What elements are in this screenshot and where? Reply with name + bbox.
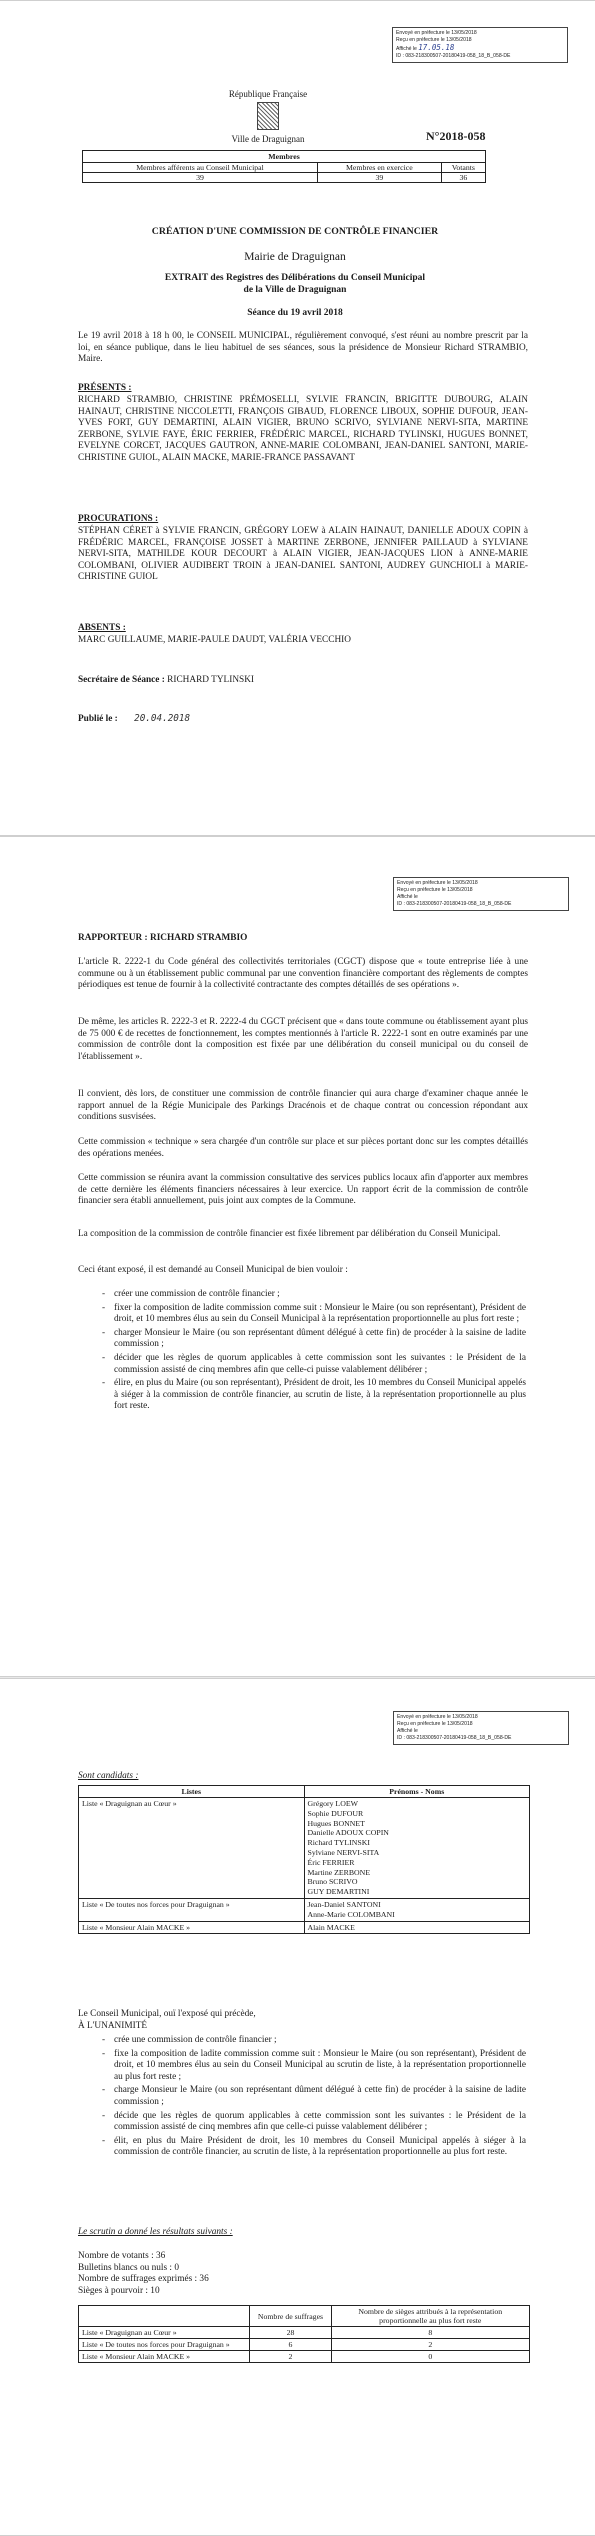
table-cell: 6	[250, 2339, 331, 2351]
table-cell: 8	[331, 2327, 529, 2339]
member-name: Éric FERRIER	[307, 1857, 355, 1867]
secretary-name: RICHARD TYLINSKI	[167, 675, 255, 685]
paragraph: L'article R. 2222-1 du Code général des collectivités territoriales (CGCT) dispose que « toute entreprise liée à une commune ou à un établissement public communal par une convention financière comportant des règlements de comptes périodiques est tenue de fournir à la collectivité contractante des comptes détaillés de ses opérations ».	[78, 957, 528, 991]
stamp-id: ID : 083-218300507-20180419-058_18_B_058-DE	[397, 901, 512, 908]
member-name: Sophie DUFOUR	[307, 1808, 364, 1818]
table-row	[79, 2327, 530, 2339]
list-item: - élit, en plus du Maire Président de droit, les 10 membres du Conseil Municipal appelés à siéger à la commission de contrôle financier, au scrutin de liste, à la représentation proportionnelle au plus fort reste.	[96, 2136, 526, 2159]
result-line: Bulletins blancs ou nuls : 0	[78, 2262, 179, 2273]
member-name: Anne-Marie COLOMBANI	[307, 1909, 395, 1919]
table-cell: 0	[331, 2351, 529, 2363]
result-line: Nombre de suffrages exprimés : 36	[78, 2274, 209, 2285]
rapporteur: RAPPORTEUR : RICHARD STRAMBIO	[78, 933, 248, 943]
candidates-table	[78, 1785, 530, 1934]
stamp-id: ID : 083-218300507-20180419-058_18_B_058-DE	[397, 1735, 512, 1742]
table-cell: Liste « Monsieur Alain MACKE »	[79, 2351, 250, 2363]
extract-line-1: EXTRAIT des Registres des Délibérations du Conseil Municipal	[164, 273, 426, 283]
list-item: - créer une commission de contrôle financier ;	[96, 1289, 526, 1301]
members-value: 39	[83, 173, 318, 183]
secretary-label: Secrétaire de Séance :	[78, 675, 165, 685]
member-name: Alain MACKE	[304, 1921, 530, 1933]
table-row	[79, 2339, 530, 2351]
table-cell: 28	[250, 2327, 331, 2339]
votes-table	[78, 2305, 530, 2363]
stamp-label: Affiché le	[396, 46, 417, 53]
list-members	[304, 1798, 530, 1899]
member-name: Jean-Daniel SANTONI	[307, 1899, 381, 1909]
list-item: - fixe la composition de ladite commission comme suit : Monsieur le Maire (ou son représentant), Président de droit, et 10 membres élus au sein du Conseil Municipal au scrutin de liste, à la représentation proportionnelle au plus fort reste ;	[96, 2049, 526, 2084]
candidates-title: Sont candidats :	[78, 1771, 139, 1781]
table-cell: Liste « Draguignan au Cœur »	[79, 2327, 250, 2339]
list-item: - élire, en plus du Maire (ou son représentant), Président de droit, les 10 membres du Conseil Municipal appelés à siéger à la commission de contrôle financier, au scrutin de liste, à la représentation proportionnelle au plus fort reste.	[96, 1378, 526, 1413]
stamp-id: ID : 083-218300507-20180419-058_18_B_058-DE	[396, 53, 511, 60]
members-table	[82, 150, 486, 183]
table-header	[79, 2306, 250, 2327]
result-line: Sièges à pourvoir : 10	[78, 2285, 160, 2296]
town-label: Ville de Draguignan	[231, 134, 305, 144]
republic-label: République Française	[228, 89, 308, 99]
extract-line-2: de la Ville de Draguignan	[243, 285, 347, 295]
document-page-3	[0, 1678, 595, 2536]
paragraph: Cette commission se réunira avant la commission consultative des services publics locaux afin d'apporter aux membres de cette dernière les éléments financiers nécessaires à leur exercice. Un rapport écrit de la commission de contrôle financier sera établi annuellement, puis joint aux comptes de la Commune.	[78, 1173, 528, 1207]
list-members	[304, 1898, 530, 1921]
stamp-label: Affiché le	[397, 894, 418, 901]
members-value: 39	[318, 173, 442, 183]
list-item: - décide que les règles de quorum applicables à cette commission sont les suivantes : le Président de la commission assisté de cinq membres afin que celle-ci puisse valablement délibérer ;	[96, 2111, 526, 2134]
mairie-heading: Mairie de Draguignan	[244, 251, 346, 263]
prefecture-stamp	[393, 877, 569, 911]
proxies-list: STÉPHAN CÉRET à SYLVIE FRANCIN, GRÉGORY LOEW à ALAIN HAINAUT, DANIELLE ADOUX COPIN à FRÉDÉRIC MARCEL, FRANÇOISE JOSSET à MARTINE ZERBONE, JENNIFER PAILLAUD à SYLVIANE NERVI-SITA, MATHILDE KOUR DECOURT à ALAIN VIGIER, JEAN-JACQUES LION à ANNE-MARIE COLOMBANI, OLIVIER AUDIBERT TROIN à JEAN-DANIEL SANTONI, AUDREY GUNCHIOLI à MARIE-CHRISTINE GUIOL	[78, 526, 528, 583]
member-name: GUY DEMARTINI	[307, 1887, 370, 1897]
member-name: Grégory LOEW	[307, 1799, 358, 1808]
list-item: - charger Monsieur le Maire (ou son représentant dûment délégué à cette fin) de procéder à la saisine de ladite commission ;	[96, 1328, 526, 1351]
member-name: Martine ZERBONE	[307, 1867, 371, 1877]
member-name: Richard TYLINSKI	[307, 1838, 370, 1848]
session-intro: Le 19 avril 2018 à 18 h 00, le CONSEIL MUNICIPAL, régulièrement convoqué, s'est réuni au nombre prescrit par la loi, en séance publique, dans le lieu habituel de ses séances, sous la présidence de Monsieur Richard STRAMBIO, Maire.	[78, 331, 528, 365]
published-date: 20.04.2018	[134, 713, 191, 724]
members-col-header: Votants	[441, 163, 485, 173]
list-item: - charge Monsieur le Maire (ou son représentant dûment délégué à cette fin) de procéder à la saisine de ladite commission ;	[96, 2085, 526, 2108]
present-title: PRÉSENTS :	[78, 383, 132, 393]
paragraph: De même, les articles R. 2222-3 et R. 2222-4 du CGCT précisent que « dans toute commune ou établissement ayant plus de 75 000 € de recettes de fonctionnement, les comptes mentionnés à l'article R. 2222-1 sont en outre examinés par une commission de contrôle dont la composition est fixée par une délibération du conseil municipal ou du conseil de l'établissement ».	[78, 1017, 528, 1062]
table-cell: 2	[331, 2339, 529, 2351]
member-name: Sylviane NERVI-SITA	[307, 1847, 380, 1857]
table-header: Prénoms - Noms	[304, 1786, 530, 1798]
stamp-handwritten-date: 17.05.18	[418, 44, 455, 53]
paragraph: La composition de la commission de contrôle financier est fixée librement par délibération du Conseil Municipal.	[78, 1229, 501, 1239]
absent-title: ABSENTS :	[78, 623, 126, 633]
session-date: Séance du 19 avril 2018	[247, 308, 343, 318]
list-item: - fixer la composition de ladite commission comme suit : Monsieur le Maire (ou son représentant), Président de droit, et 10 membres élus au sein du Conseil Municipal à la représentation proportionnelle au plus fort reste ;	[96, 1303, 526, 1326]
paragraph: Ceci étant exposé, il est demandé au Conseil Municipal de bien vouloir :	[78, 1265, 348, 1275]
stamp-line: Reçu en préfecture le 13/05/2018	[396, 37, 472, 44]
stamp-line: Envoyé en préfecture le 13/05/2018	[397, 880, 478, 886]
result-line: Nombre de votants : 36	[78, 2251, 166, 2261]
absent-list: MARC GUILLAUME, MARIE-PAULE DAUDT, VALÉRIA VECCHIO	[78, 635, 351, 645]
deliberation-number: N°2018-058	[426, 129, 486, 143]
decision-list	[96, 2035, 526, 2161]
prefecture-stamp	[393, 1711, 569, 1745]
results-title: Le scrutin a donné les résultats suivants :	[78, 2227, 233, 2237]
table-header: Nombre de suffrages	[250, 2306, 331, 2327]
results-lines	[78, 2251, 378, 2297]
stamp-line: Envoyé en préfecture le 13/05/2018	[396, 30, 477, 36]
table-cell: 2	[250, 2351, 331, 2363]
table-row	[79, 1921, 530, 1933]
document-page-2	[0, 836, 595, 1677]
member-name: Danielle ADOUX COPIN	[307, 1828, 389, 1838]
table-header: Listes	[79, 1786, 305, 1798]
council-intro: Le Conseil Municipal, ouï l'exposé qui précède,	[78, 2009, 256, 2019]
proxies-title: PROCURATIONS :	[78, 514, 159, 524]
unanimity: À L'UNANIMITÉ	[78, 2021, 148, 2031]
member-name: Bruno SCRIVO	[307, 1877, 358, 1887]
published-label: Publié le :	[78, 714, 118, 724]
stamp-line: Reçu en préfecture le 13/05/2018	[397, 887, 473, 894]
list-name: Liste « Monsieur Alain MACKE »	[79, 1921, 305, 1933]
stamp-line: Reçu en préfecture le 13/05/2018	[397, 1721, 473, 1728]
table-row	[79, 1898, 530, 1921]
members-value: 36	[441, 173, 485, 183]
proposal-list	[96, 1289, 526, 1415]
table-row	[79, 1798, 530, 1899]
present-list: RICHARD STRAMBIO, CHRISTINE PRÉMOSELLI, SYLVIE FRANCIN, BRIGITTE DUBOURG, ALAIN HAINAUT, CHRISTINE NICCOLETTI, FRANÇOIS GIBAUD, FLORENCE LIBOUX, SOPHIE DUFOUR, JEAN-YVES FORT, GUY DEMARTINI, ALAIN VIGIER, BRUNO SCRIVO, SYLVIANE NERVI-SITA, MARTINE ZERBONE, SYLVIE FAYE, ÉRIC FERRIER, FRÉDÉRIC MARCEL, RICHARD TYLINSKI, HUGUES BONNET, EVELYNE CORCET, JACQUES GAUTRON, ANNE-MARIE COLOMBANI, JEAN-DANIEL SANTONI, MARIE-CHRISTINE GUIOL, ALAIN MACKE, MARIE-FRANCE PASSAVANT	[78, 395, 528, 463]
coat-of-arms-icon	[257, 102, 279, 130]
list-name: Liste « Draguignan au Cœur »	[79, 1798, 305, 1899]
members-col-header: Membres afférents au Conseil Municipal	[83, 163, 318, 173]
list-item: - crée une commission de contrôle financier ;	[96, 2035, 526, 2047]
deliberation-title: CRÉATION D'UNE COMMISSION DE CONTRÔLE FINANCIER	[151, 226, 439, 237]
list-item: - décider que les règles de quorum applicables à cette commission sont les suivantes : le Président de la commission assisté de cinq membres afin que celle-ci puisse valablement délibérer ;	[96, 1353, 526, 1376]
member-name: Hugues BONNET	[307, 1818, 365, 1828]
paragraph: Cette commission « technique » sera chargée d'un contrôle sur place et sur pièces portant donc sur les comptes détaillés des opérations menées.	[78, 1137, 528, 1159]
table-row	[79, 2351, 530, 2363]
table-cell: Liste « De toutes nos forces pour Draguignan »	[79, 2339, 250, 2351]
paragraph: Il convient, dès lors, de constituer une commission de contrôle financier qui aura charge d'examiner chaque année le rapport annuel de la Régie Municipale des Parkings Dracénois et de chaque contrat ou concession répondant aux conditions susvisées.	[78, 1089, 528, 1123]
members-header: Membres	[83, 151, 486, 163]
list-name: Liste « De toutes nos forces pour Draguignan »	[79, 1898, 305, 1921]
document-page-1	[0, 0, 595, 836]
stamp-label: Affiché le	[397, 1728, 418, 1735]
members-col-header: Membres en exercice	[318, 163, 442, 173]
prefecture-stamp	[392, 27, 568, 63]
table-header: Nombre de sièges attribués à la représentation proportionnelle au plus fort reste	[331, 2306, 529, 2327]
stamp-line: Envoyé en préfecture le 13/05/2018	[397, 1714, 478, 1720]
